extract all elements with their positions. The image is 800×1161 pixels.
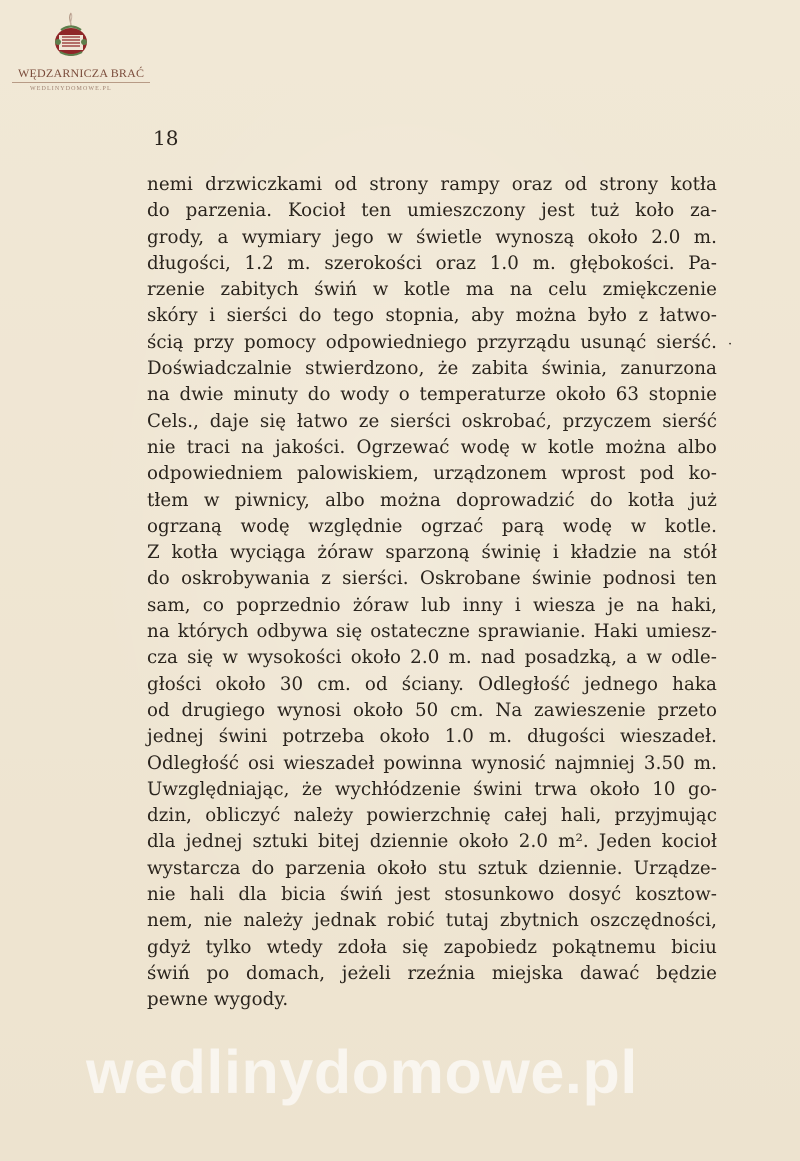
text-line: długości, 1.2 m. szerokości oraz 1.0 m. głębokości. Pa- [147,252,717,274]
text-line: rzenie zabitych świń w kotle ma na celu zmiękczenie [147,279,717,301]
text-line: świń po domach, jeżeli rzeźnia miejska dawać będzie [147,962,717,984]
watermark: wedlinydomowe.pl [86,1038,638,1106]
text-line: nie hali dla bicia świń jest stosunkowo dosyć kosztow- [147,884,717,906]
text-line: do parzenia. Kocioł ten umieszczony jest tuż koło za- [147,200,717,222]
text-line: ścią przy pomocy odpowiedniego przyrządu usunąć sierść. [147,331,717,353]
text-line: gdyż tylko wtedy zdoła się zapobiedz pokątnemu biciu [147,936,717,958]
crest-icon [50,8,92,62]
body-text [147,172,717,1014]
text-line: ogrzaną wodę względnie ogrzać parą wodę w kotle. [147,515,717,537]
text-line: odpowiedniem palowiskiem, urządzonem wprost pod ko- [147,463,717,485]
text-line: jednej świni potrzeba około 1.0 m. długości wieszadeł. [147,726,717,748]
page-mark: · [728,337,733,352]
text-line: sam, co poprzednio żóraw lub inny i wiesza je na haki, [147,594,717,616]
text-line: na których odbywa się ostateczne sprawianie. Haki umiesz- [147,621,717,643]
logo-subtitle: WEDLINYDOMOWE.PL [30,86,112,92]
text-line: pewne wygody. [147,989,289,1011]
text-line: Doświadczalnie stwierdzono, że zabita świnia, zanurzona [147,358,717,380]
text-line: skóry i sierści do tego stopnia, aby można było z łatwo- [147,305,717,327]
publisher-logo [0,0,160,100]
logo-title: WĘDZARNICZA BRAĆ [18,66,145,80]
text-line: nemi drzwiczkami od strony rampy oraz od strony kotła [147,174,717,195]
text-line: grody, a wymiary jego w świetle wynoszą około 2.0 m. [147,226,717,248]
text-line: tłem w piwnicy, albo można doprowadzić do kotła już [147,489,717,511]
text-line: głości około 30 cm. od ściany. Odległość jednego haka [147,673,717,695]
text-line: dzin, obliczyć należy powierzchnię całej hali, przyjmując [147,805,717,827]
text-line: Uwzględniając, że wychłódzenie świni trwa około 10 go- [147,778,717,800]
text-line: Odległość osi wieszadeł powinna wynosić najmniej 3.50 m. [147,752,717,774]
logo-divider [12,82,150,83]
text-line: do oskrobywania z sierści. Oskrobane świnie podnosi ten [147,568,717,590]
text-line: dla jednej sztuki bitej dziennie około 2.0 m². Jeden kocioł [147,831,717,853]
text-line: nem, nie należy jednak robić tutaj zbytnich oszczędności, [147,910,717,932]
text-line: Z kotła wyciąga żóraw sparzoną świnię i kładzie na stół [147,542,717,564]
text-line: Cels., daje się łatwo ze sierści oskrobać, przyczem sierść [147,410,717,432]
text-line: cza się w wysokości około 2.0 m. nad posadzką, a w odle- [147,647,717,669]
text-line: wystarcza do parzenia około stu sztuk dziennie. Urządze- [147,857,717,879]
text-line: od drugiego wynosi około 50 cm. Na zawieszenie przeto [147,699,717,721]
page-number: 18 [153,126,179,150]
text-line: na dwie minuty do wody o temperaturze około 63 stopnie [147,384,717,406]
text-line: nie traci na jakości. Ogrzewać wodę w kotle można albo [147,436,717,458]
